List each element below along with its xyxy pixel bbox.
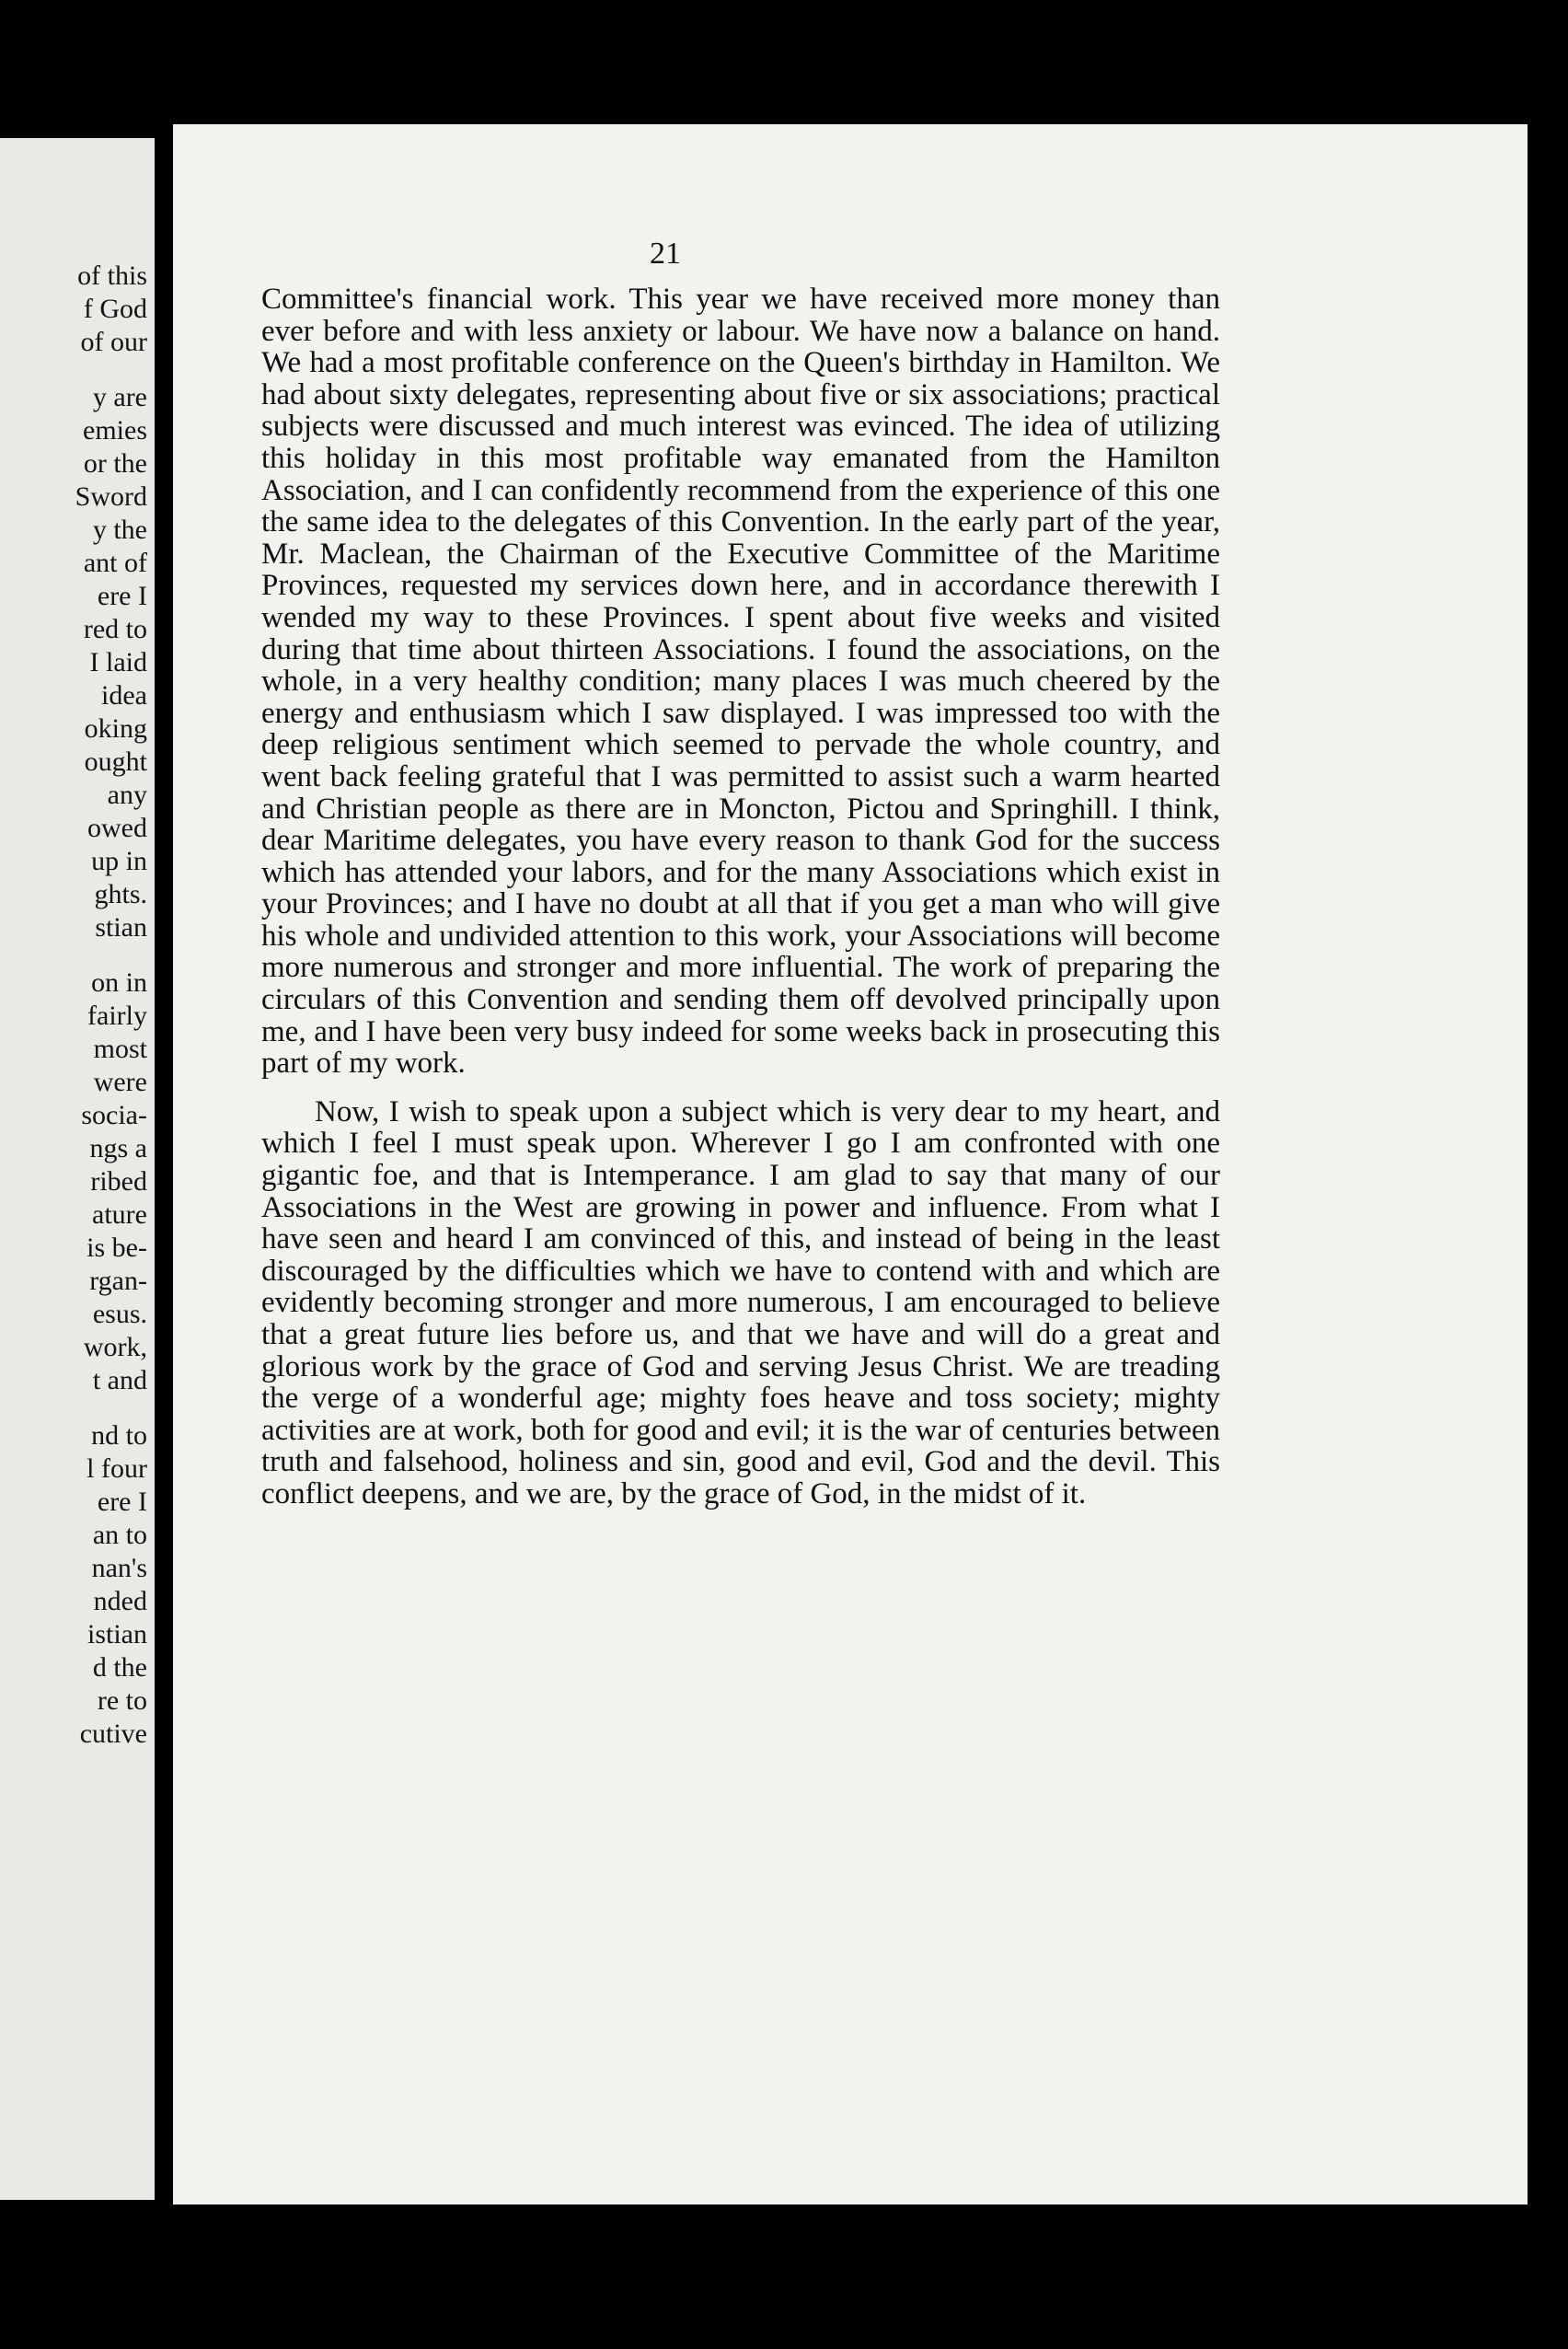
facing-page-line: any [107,780,147,810]
facing-page-line: nded [93,1586,147,1616]
facing-page-line: owed [87,813,147,843]
facing-page-line: cutive [79,1718,147,1749]
facing-page-line: y are [92,382,147,412]
facing-page-line: of our [80,327,147,357]
facing-page-line: re to [97,1685,147,1716]
facing-page-line: oking [84,713,147,744]
facing-page-line: ere I [97,581,147,611]
page-number: 21 [650,237,681,271]
facing-page-line: is be- [86,1232,147,1263]
facing-page-line: l four [86,1453,147,1484]
facing-page-line: or the [83,448,147,479]
page-body [261,284,1220,1510]
body-paragraph: Now, I wish to speak upon a subject which is very dear to my heart, and which I feel I must speak upon. Wherever I go I am confronted with one gigantic foe, and that is Intemperance. I am glad to say that many of our Associations in the West are growing in power and influence. From what I have seen and heard I am convinced of this, and instead of being in the least discouraged by the difficulties which we have to contend with and which are evidently becoming stronger and more numerous, I am encouraged to believe that a great future lies before us, and that we have and will do a great and glorious work by the grace of God and serving Jesus Christ. We are treading the verge of a wonderful age; mighty foes heave and toss society; mighty activities are at work, both for good and evil; it is the war of centuries between truth and falsehood, holiness and sin, good and evil, God and the devil. This conflict deepens, and we are, by the grace of God, in the midst of it. [261,1094,1220,1510]
facing-page-line: rgan- [89,1266,147,1296]
facing-page-line: ature [92,1199,147,1230]
facing-page-line: ghts. [94,879,147,909]
facing-page-line: esus. [92,1299,147,1329]
facing-page-line: Sword [75,481,147,512]
facing-page-line: nd to [91,1420,147,1451]
facing-page-line: on in [91,967,147,998]
facing-page-line: of this [77,260,147,291]
facing-page-line: fairly [87,1001,147,1031]
facing-page-line: ribed [90,1166,147,1197]
facing-page-line: emies [83,415,147,446]
facing-page-line: ought [84,746,147,777]
facing-page-line: d the [92,1652,147,1683]
facing-page-line: ngs a [89,1133,147,1163]
facing-page-line: ere I [97,1487,147,1517]
facing-page-line: y the [92,515,147,545]
book-gutter [155,138,173,2200]
facing-page-line: work, [83,1332,147,1362]
facing-page-line: red to [83,614,147,644]
facing-page-line: socia- [81,1100,147,1130]
facing-page-fragment [0,138,155,2200]
facing-page-line: ant of [83,548,147,578]
facing-page-line: nan's [91,1553,147,1583]
body-paragraph: Committee's financial work. This year we have received more money than ever before and with less anxiety or labour. We have now a balance on hand. We had a most profitable conference on the Queen's birthday in Hamilton. We had about sixty delegates, representing about five or six associations; practical subjects were discussed and much interest was evinced. The idea of utilizing this holiday in this most profitable way emanated from the Hamilton Association, and I can confidently recommend from the experience of this one the same idea to the delegates of this Convention. In the early part of the year, Mr. Maclean, the Chairman of the Executive Committee of the Maritime Provinces, requested my services down here, and in accordance therewith I wended my way to these Provinces. I spent about five weeks and visited during that time about thirteen Associations. I found the associations, on the whole, in a very healthy condition; many places I was much cheered by the energy and enthusiasm which I saw displayed. I was impressed too with the deep religious sentiment which seemed to pervade the whole country, and went back feeling grateful that I was permitted to assist such a warm hearted and Christian people as there are in Moncton, Pictou and Springhill. I think, dear Maritime delegates, you have every reason to thank God for the success which has attended your labors, and for the many Associations which exist in your Provinces; and I have no doubt at all that if you get a man who will give his whole and undivided attention to this work, your Associations will become more numerous and stronger and more influential. The work of preparing the circulars of this Convention and sending them off devolved principally upon me, and I have been very busy indeed for some weeks back in prosecuting this part of my work. [261,283,1220,1081]
facing-page-line: most [93,1034,147,1064]
facing-page-line: t and [92,1365,147,1395]
facing-page-line: I laid [89,647,147,677]
facing-page-line: an to [92,1520,147,1550]
facing-page-line: up in [91,846,147,876]
facing-page-line: stian [95,912,147,943]
facing-page-line: idea [101,680,147,711]
facing-page-line: f God [83,294,147,324]
facing-page-line: istian [87,1619,147,1649]
facing-page-line: were [93,1067,147,1097]
